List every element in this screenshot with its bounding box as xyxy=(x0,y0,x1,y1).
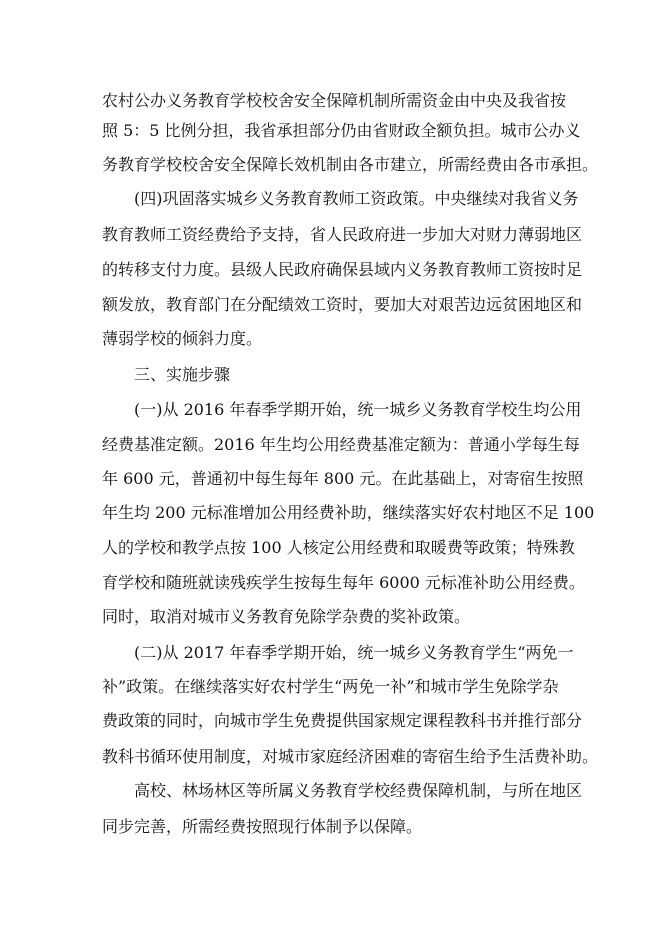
paragraph-line: 同步完善，所需经费按照现行体制予以保障。 xyxy=(102,817,423,836)
paragraph-line: 年 600 元，普通初中每生每年 800 元。在此基础上，对寄宿生按照 xyxy=(102,469,584,488)
paragraph-line: 育学校和随班就读残疾学生按每生每年 6000 元标准补助公用经费。 xyxy=(102,573,585,592)
paragraph-line: (一)从 2016 年春季学期开始，统一城乡义务教育学校生均公用 xyxy=(134,400,582,419)
paragraph-line: 费政策的同时，向城市学生免费提供国家规定课程教科书并推行部分 xyxy=(102,711,583,730)
paragraph-line: 农村公办义务教育学校校舍安全保障机制所需资金由中央及我省按 xyxy=(102,91,567,110)
paragraph-line: 经费基准定额。2016 年生均公用经费基准定额为：普通小学每生每 xyxy=(102,435,580,454)
paragraph-line: 高校、林场林区等所属义务教育学校经费保障机制，与所在地区 xyxy=(134,781,583,800)
paragraph-line: 务教育学校校舍安全保障长效机制由各市建立，所需经费由各市承担。 xyxy=(102,155,599,174)
section-heading: 三、实施步骤 xyxy=(134,365,231,384)
paragraph-line: 教科书循环使用制度，对城市家庭经济困难的寄宿生给予生活费补助。 xyxy=(102,747,599,766)
paragraph-line: 补”政策。在继续落实好农村学生“两免一补”和城市学生免除学杂 xyxy=(102,677,559,696)
paragraph-line: (二)从 2017 年春季学期开始，统一城乡义务教育学生“两免一 xyxy=(134,643,574,662)
paragraph-line: 年生均 200 元标准增加公用经费补助，继续落实好农村地区不足 100 xyxy=(102,503,595,522)
paragraph-line: 教育教师工资经费给予支持，省人民政府进一步加大对财力薄弱地区 xyxy=(102,225,583,244)
paragraph-line: 同时，取消对城市义务教育免除学杂费的奖补政策。 xyxy=(102,607,471,626)
paragraph-line: 薄弱学校的倾斜力度。 xyxy=(102,329,263,348)
paragraph-line: 额发放，教育部门在分配绩效工资时，要加大对艰苦边远贫困地区和 xyxy=(102,295,583,314)
paragraph-line: (四)巩固落实城乡义务教育教师工资政策。中央继续对我省义务 xyxy=(134,189,579,208)
paragraph-line: 照 5：5 比例分担，我省承担部分仍由省财政全额负担。城市公办义 xyxy=(102,121,581,140)
paragraph-line: 人的学校和教学点按 100 人核定公用经费和取暖费等政策；特殊教 xyxy=(102,538,575,557)
paragraph-line: 的转移支付力度。县级人民政府确保县域内义务教育教师工资按时足 xyxy=(102,260,583,279)
